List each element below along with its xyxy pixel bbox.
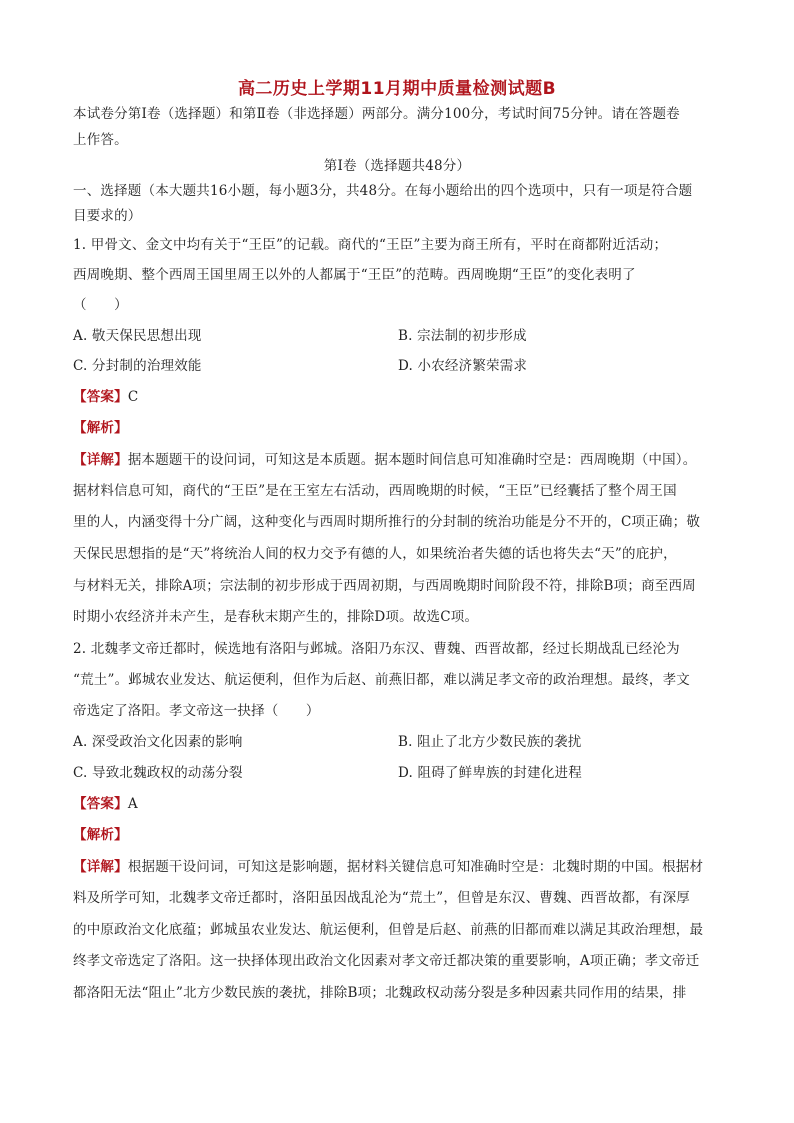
question-1-detail: 据材料信息可知，商代的“王臣”是在王室左右活动，西周晚期的时候，“王臣”已经囊括了整个周王国 — [73, 483, 677, 499]
question-1-stem: 1. 甲骨文、金文中均有关于“王臣”的记载。商代的“王臣”主要为商王所有，平时在商都附近活动； — [73, 237, 668, 253]
question-1-option-d: D. 小农经济繁荣需求 — [398, 358, 528, 374]
detail-label: 【详解】 — [73, 452, 128, 468]
answer-label: 【答案】 — [73, 389, 128, 405]
question-1-option-b: B. 宗法制的初步形成 — [398, 328, 527, 344]
answer-label: 【答案】 — [73, 796, 128, 812]
detail-text: 根据题干设问词，可知这是影响题，据材料关键信息可知准确时空是：北魏时期的中国。根据材 — [127, 859, 704, 875]
question-1-option-c: C. 分封制的治理效能 — [73, 358, 202, 374]
question-2-analysis-label — [73, 826, 733, 844]
answer-value: C — [127, 389, 139, 405]
question-2-stem: 2. 北魏孝文帝迁都时，候选地有洛阳与邺城。洛阳乃东汉、曹魏、西晋故都，经过长期战乱已经沦为 — [73, 641, 680, 657]
question-1-option-a: A. 敬天保民思想出现 — [73, 328, 202, 344]
question-2-stem: 帝选定了洛阳。孝文帝这一抉择（ ） — [73, 703, 320, 719]
section-instructions: 目要求的） — [73, 208, 142, 224]
question-2-detail: 的中原政治文化底蕴；邺城虽农业发达、航运便利，但曾是后赵、前燕的旧都而难以满足其政治理想，最 — [73, 922, 704, 938]
detail-label: 【详解】 — [73, 859, 128, 875]
question-1-detail: 里的人，内涵变得十分广阔，这种变化与西周时期所推行的分封制的统治功能是分不开的，C项正确；敬 — [73, 514, 701, 530]
answer-value: A — [127, 796, 138, 812]
section-title: 第Ⅰ卷（选择题共48分） — [323, 158, 471, 174]
question-1-analysis-label — [73, 419, 733, 437]
question-2-detail: 都洛阳无法“阻止”北方少数民族的袭扰，排除B项；北魏政权动荡分裂是多种因素共同作用的结果，排 — [73, 985, 687, 1001]
intro-line: 上作答。 — [73, 132, 128, 148]
document-title: 高二历史上学期11月期中质量检测试题B — [237, 79, 557, 99]
detail-text: 据本题题干的设问词，可知这是本质题。据本题时间信息可知准确时空是：西周晚期（中国）。 — [127, 452, 697, 468]
question-2-option-c: C. 导致北魏政权的动荡分裂 — [73, 765, 243, 781]
question-2-option-a: A. 深受政治文化因素的影响 — [73, 734, 243, 750]
question-2-detail: 终孝文帝选定了洛阳。这一抉择体现出政治文化因素对孝文帝迁都决策的重要影响，A项正确；孝文帝迁 — [73, 953, 700, 969]
question-1-detail: 天保民思想指的是“天”将统治人间的权力交予有德的人，如果统治者失德的话也将失去“天”的庇护， — [73, 546, 677, 562]
question-2-option-d: D. 阻碍了鲜卑族的封建化进程 — [398, 765, 582, 781]
question-1-detail: 与材料无关，排除A项；宗法制的初步形成于西周初期，与西周晚期时间阶段不符，排除B项；商至西周 — [73, 578, 696, 594]
question-1-stem: （ ） — [73, 297, 128, 313]
question-2-answer — [73, 795, 733, 813]
section-instructions: 一、选择题（本大题共16小题，每小题3分，共48分。在每小题给出的四个选项中，只有一项是符合题 — [73, 183, 693, 199]
analysis-label: 【解析】 — [73, 420, 128, 436]
question-2-stem: “荒土”。邺城农业发达、航运便利，但作为后赵、前燕旧都，难以满足孝文帝的政治理想。最终，孝文 — [73, 672, 691, 688]
question-1-stem: 西周晚期、整个西周王国里周王以外的人都属于“王臣”的范畴。西周晚期“王臣”的变化表明了 — [73, 267, 636, 283]
analysis-label: 【解析】 — [73, 827, 128, 843]
question-2-detail — [73, 858, 733, 876]
question-2-detail: 料及所学可知，北魏孝文帝迁都时，洛阳虽因战乱沦为“荒土”，但曾是东汉、曹魏、西晋故都，有深厚 — [73, 890, 691, 906]
question-1-detail: 时期小农经济并未产生，是春秋末期产生的，排除D项。故选C项。 — [73, 609, 479, 625]
question-1-detail — [73, 451, 733, 469]
question-1-answer — [73, 388, 733, 406]
intro-line: 本试卷分第Ⅰ卷（选择题）和第Ⅱ卷（非选择题）两部分。满分100分，考试时间75分钟。请在答题卷 — [73, 106, 680, 122]
question-2-option-b: B. 阻止了北方少数民族的袭扰 — [398, 734, 582, 750]
